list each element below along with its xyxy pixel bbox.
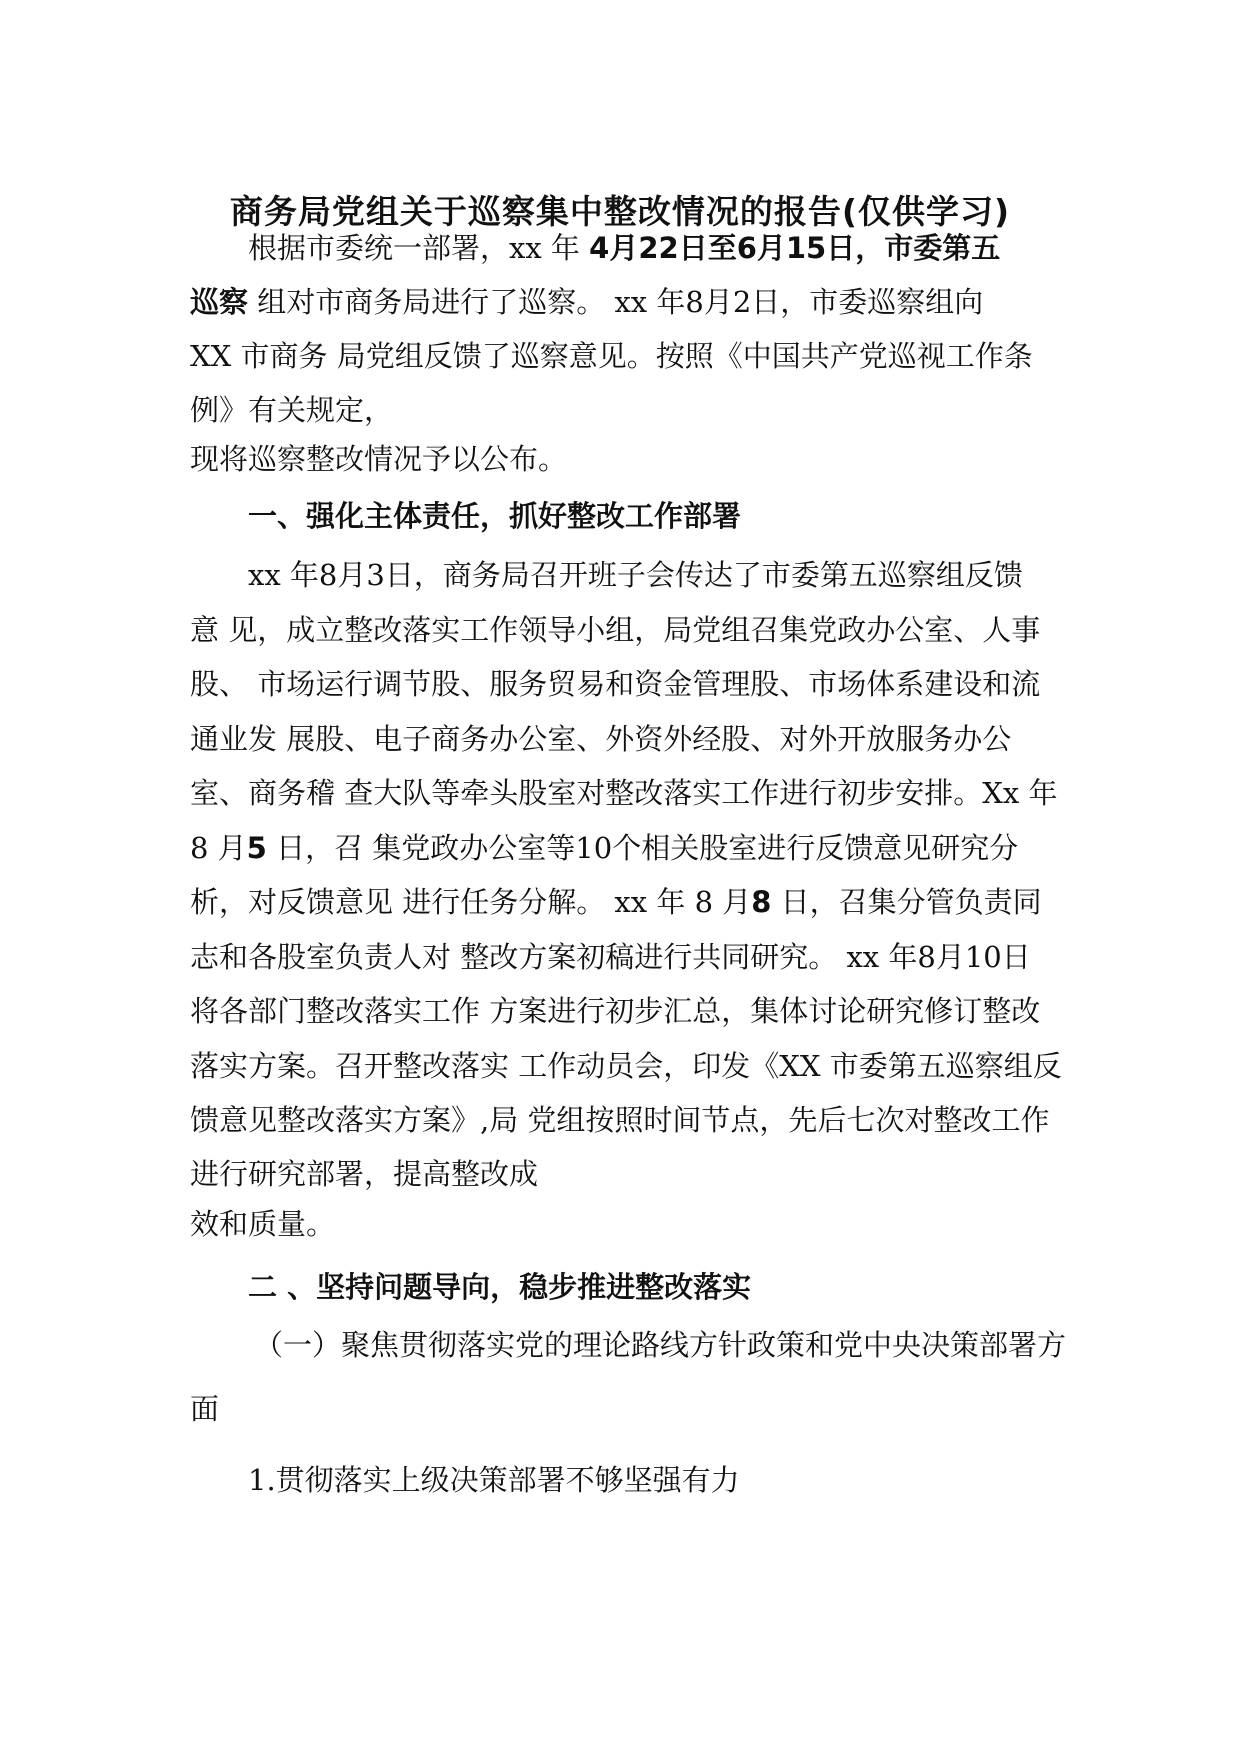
section-1-line-12: 进行研究部署，提高整改成 [190, 1157, 539, 1191]
intro-line-5: 现将巡察整改情况予以公布。 [190, 442, 568, 476]
section-1-line-5: 室、商务稽 查大队等牵头股室对整改落实工作进行初步安排。Xx 年 [190, 776, 1058, 810]
intro-line-2-bold: 巡察 [190, 285, 249, 319]
section-1-line-6-c: 日，召 集党政办公室等10个相关股室进行反馈意见研究分 [266, 831, 1019, 865]
section-1-heading: 一、强化主体责任，抓好整改工作部署 [248, 499, 742, 533]
section-1-line-7-bold: 8 [751, 885, 772, 919]
intro-line-1 [248, 228, 1118, 268]
section-1-line-11: 馈意见整改落实方案》,局 党组按照时间节点，先后七次对整改工作 [190, 1103, 1050, 1137]
section-1-line-9: 将各部门整改落实工作 方案进行初步汇总，集体讨论研究修订整改 [190, 994, 1041, 1028]
section-1-line-13: 效和质量。 [190, 1207, 336, 1241]
intro-line-2 [190, 282, 1060, 322]
section-1-line-6-bold: 5 [246, 831, 267, 865]
section-1-line-2: 意 见，成立整改落实工作领导小组，局党组召集党政办公室、人事 [190, 613, 1041, 647]
subsection-1-line-2: 面 [190, 1392, 220, 1426]
section-1-line-10: 落实方案。召开整改落实 工作动员会，印发《XX 市委第五巡察组反 [190, 1049, 1062, 1083]
section-1-line-1: xx 年8月3日，商务局召开班子会传达了市委第五巡察组反馈 [248, 558, 1023, 592]
subsection-1-line-1: （一）聚焦贯彻落实党的理论路线方针政策和党中央决策部署方 [254, 1328, 1067, 1362]
item-1: 1.贯彻落实上级决策部署不够坚强有力 [248, 1463, 740, 1497]
section-1-line-6-a: 8 月 [190, 831, 247, 865]
intro-line-3: XX 市商务 局党组反馈了巡察意见。按照《中国共产党巡视工作条 [190, 339, 1033, 373]
intro-line-1-bold: 4月22日至6月15日，市委第五 [589, 231, 1001, 265]
document-title: 商务局党组关于巡察集中整改情况的报告(仅供学习) [229, 192, 1011, 231]
section-1-line-6 [190, 828, 1060, 868]
intro-line-4: 例》有关规定， [190, 393, 394, 427]
intro-line-2-text: 组对市商务局进行了巡察。 xx 年8月2日，市委巡察组向 [248, 285, 984, 319]
section-1-line-7-a: 析，对反馈意见 进行任务分解。 xx 年 8 月 [190, 885, 752, 919]
section-1-line-3: 股、 市场运行调节股、服务贸易和资金管理股、市场体系建设和流 [190, 667, 1041, 701]
section-2-heading: 二 、坚持问题导向，稳步推进整改落实 [248, 1270, 752, 1304]
section-1-line-4: 通业发 展股、电子商务办公室、外资外经股、对外开放服务办公 [190, 722, 1012, 756]
section-1-line-7-c: 日，召集分管负责同 [771, 885, 1042, 919]
section-1-line-7 [190, 882, 1060, 922]
section-1-line-8: 志和各股室负责人对 整改方案初稿进行共同研究。 xx 年8月10日 [190, 940, 1031, 974]
intro-line-1-text: 根据市委统一部署，xx 年 [248, 231, 590, 265]
